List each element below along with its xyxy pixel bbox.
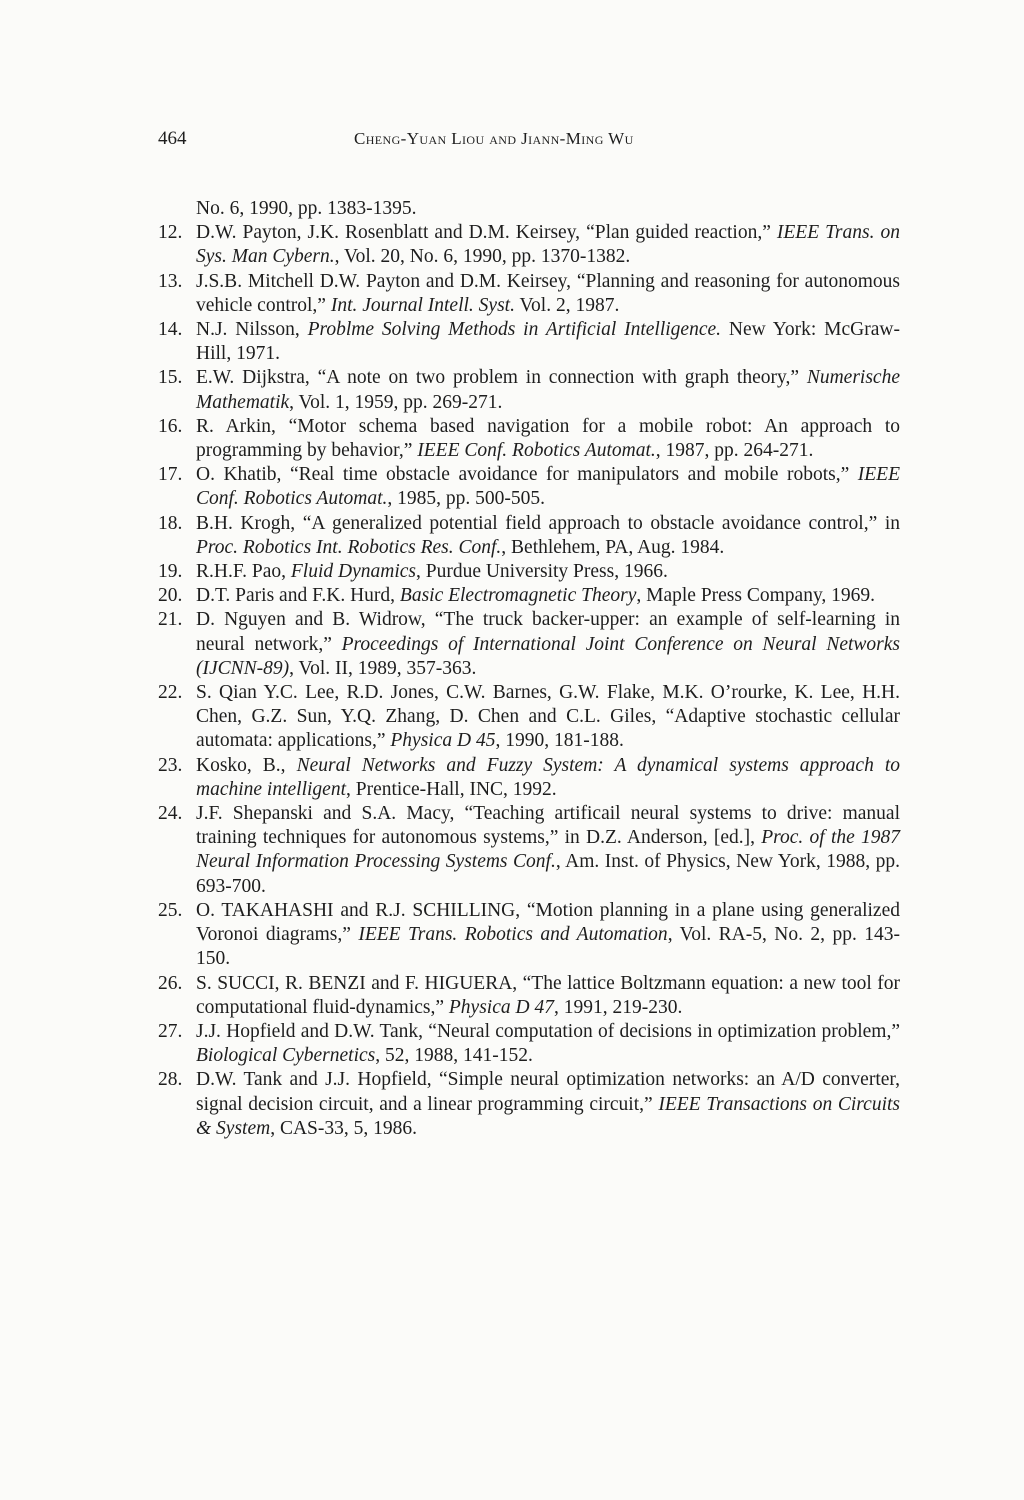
reference-entry bbox=[158, 463, 900, 511]
reference-entry bbox=[158, 366, 900, 414]
reference-number: 22. bbox=[158, 682, 183, 704]
reference-text: D.T. Paris and F.K. Hurd, Basic Electromagnetic Theory, Maple Press Company, 1969. bbox=[196, 585, 876, 607]
reference-text: O. Khatib, “Real time obstacle avoidance for manipulators and mobile robots,” IEEE Conf. Robotics Automat., 1985, pp. 500-505. bbox=[196, 464, 900, 510]
reference-entry bbox=[158, 221, 900, 269]
reference-number: 21. bbox=[158, 609, 183, 631]
reference-text: J.F. Shepanski and S.A. Macy, “Teaching artificail neural systems to drive: manual training techniques for autonomous systems,” in D.Z. Anderson, [ed.], Proc. of the 1987 Neural Information Processing Systems Conf., Am. Inst. of Physics, New York, 1988, pp. 693-700. bbox=[196, 803, 901, 897]
running-head-authors: Cheng-Yuan Liou and Jiann-Ming Wu bbox=[354, 129, 634, 148]
reference-text: E.W. Dijkstra, “A note on two problem in connection with graph theory,” Numerische Mathematik, Vol. 1, 1959, pp. 269-271. bbox=[196, 367, 900, 413]
reference-number: 23. bbox=[158, 754, 183, 776]
reference-number: 17. bbox=[158, 464, 183, 486]
reference-entry bbox=[158, 1068, 900, 1141]
reference-entry bbox=[158, 197, 900, 221]
reference-entry bbox=[158, 754, 900, 802]
reference-number: 13. bbox=[158, 270, 183, 292]
reference-number: 25. bbox=[158, 899, 183, 921]
reference-number: 16. bbox=[158, 415, 183, 437]
reference-number: 20. bbox=[158, 585, 183, 607]
reference-number: 26. bbox=[158, 972, 183, 994]
reference-text: No. 6, 1990, pp. 1383-1395. bbox=[196, 198, 417, 219]
reference-text: Kosko, B., Neural Networks and Fuzzy System: A dynamical systems approach to machine intelligent, Prentice-Hall, INC, 1992. bbox=[196, 754, 900, 800]
reference-entry bbox=[158, 681, 900, 754]
reference-text: J.S.B. Mitchell D.W. Payton and D.M. Keirsey, “Planning and reasoning for autonomous vehicle control,” Int. Journal Intell. Syst. Vol. 2, 1987. bbox=[196, 270, 900, 316]
reference-entry bbox=[158, 899, 900, 972]
reference-entry bbox=[158, 560, 900, 584]
reference-entry bbox=[158, 415, 900, 463]
reference-number: 27. bbox=[158, 1020, 183, 1042]
reference-text: D. Nguyen and B. Widrow, “The truck backer-upper: an example of self-learning in neural network,” Proceedings of International Joint Conference on Neural Networks (IJCNN-89), Vol. II, 1989, 357-363. bbox=[196, 609, 900, 679]
page-number: 464 bbox=[158, 128, 187, 149]
reference-text: N.J. Nilsson, Problme Solving Methods in Artificial Intelligence. New York: McGraw-Hill, 1971. bbox=[196, 319, 900, 365]
reference-entry bbox=[158, 608, 900, 681]
reference-entry bbox=[158, 318, 900, 366]
reference-text: D.W. Payton, J.K. Rosenblatt and D.M. Keirsey, “Plan guided reaction,” IEEE Trans. on Sys. Man Cybern., Vol. 20, No. 6, 1990, pp. 1370-1382. bbox=[196, 222, 900, 268]
reference-text: O. TAKAHASHI and R.J. SCHILLING, “Motion planning in a plane using generalized Voronoi diagrams,” IEEE Trans. Robotics and Automation, Vol. RA-5, No. 2, pp. 143-150. bbox=[196, 899, 900, 970]
reference-list bbox=[158, 197, 900, 1141]
reference-number: 12. bbox=[158, 222, 183, 244]
reference-text: J.J. Hopfield and D.W. Tank, “Neural computation of decisions in optimization problem,” Biological Cybernetics, 52, 1988, 141-152. bbox=[196, 1020, 900, 1067]
reference-text: D.W. Tank and J.J. Hopfield, “Simple neural optimization networks: an A/D converter, signal decision circuit, and a linear programming circuit,” IEEE Transactions on Circuits & System, CAS-33, 5, 1986. bbox=[196, 1069, 900, 1139]
reference-number: 18. bbox=[158, 512, 183, 534]
reference-text: B.H. Krogh, “A generalized potential field approach to obstacle avoidance control,” in Proc. Robotics Int. Robotics Res. Conf., Bethlehem, PA, Aug. 1984. bbox=[196, 512, 900, 558]
reference-entry bbox=[158, 972, 900, 1020]
reference-entry bbox=[158, 1020, 900, 1068]
reference-number: 15. bbox=[158, 367, 183, 389]
reference-entry bbox=[158, 270, 900, 318]
reference-text: S. SUCCI, R. BENZI and F. HIGUERA, “The lattice Boltzmann equation: a new tool for computational fluid-dynamics,” Physica D 47, 1991, 219-230. bbox=[196, 972, 900, 1018]
reference-text: R.H.F. Pao, Fluid Dynamics, Purdue University Press, 1966. bbox=[196, 561, 668, 583]
reference-text: R. Arkin, “Motor schema based navigation for a mobile robot: An approach to programming by behavior,” IEEE Conf. Robotics Automat., 1987, pp. 264-271. bbox=[196, 415, 900, 462]
reference-number: 24. bbox=[158, 803, 183, 825]
reference-entry bbox=[158, 802, 900, 899]
reference-number: 28. bbox=[158, 1069, 183, 1091]
reference-number: 14. bbox=[158, 319, 183, 341]
reference-number: 19. bbox=[158, 561, 183, 583]
reference-entry bbox=[158, 584, 900, 608]
running-head bbox=[158, 128, 878, 154]
reference-entry bbox=[158, 512, 900, 560]
reference-text: S. Qian Y.C. Lee, R.D. Jones, C.W. Barnes, G.W. Flake, M.K. O’rourke, K. Lee, H.H. Chen, G.Z. Sun, Y.Q. Zhang, D. Chen and C.L. Giles, “Adaptive stochastic cellular automata: applications,” Physica D 45, 1990, 181-188. bbox=[196, 682, 900, 752]
